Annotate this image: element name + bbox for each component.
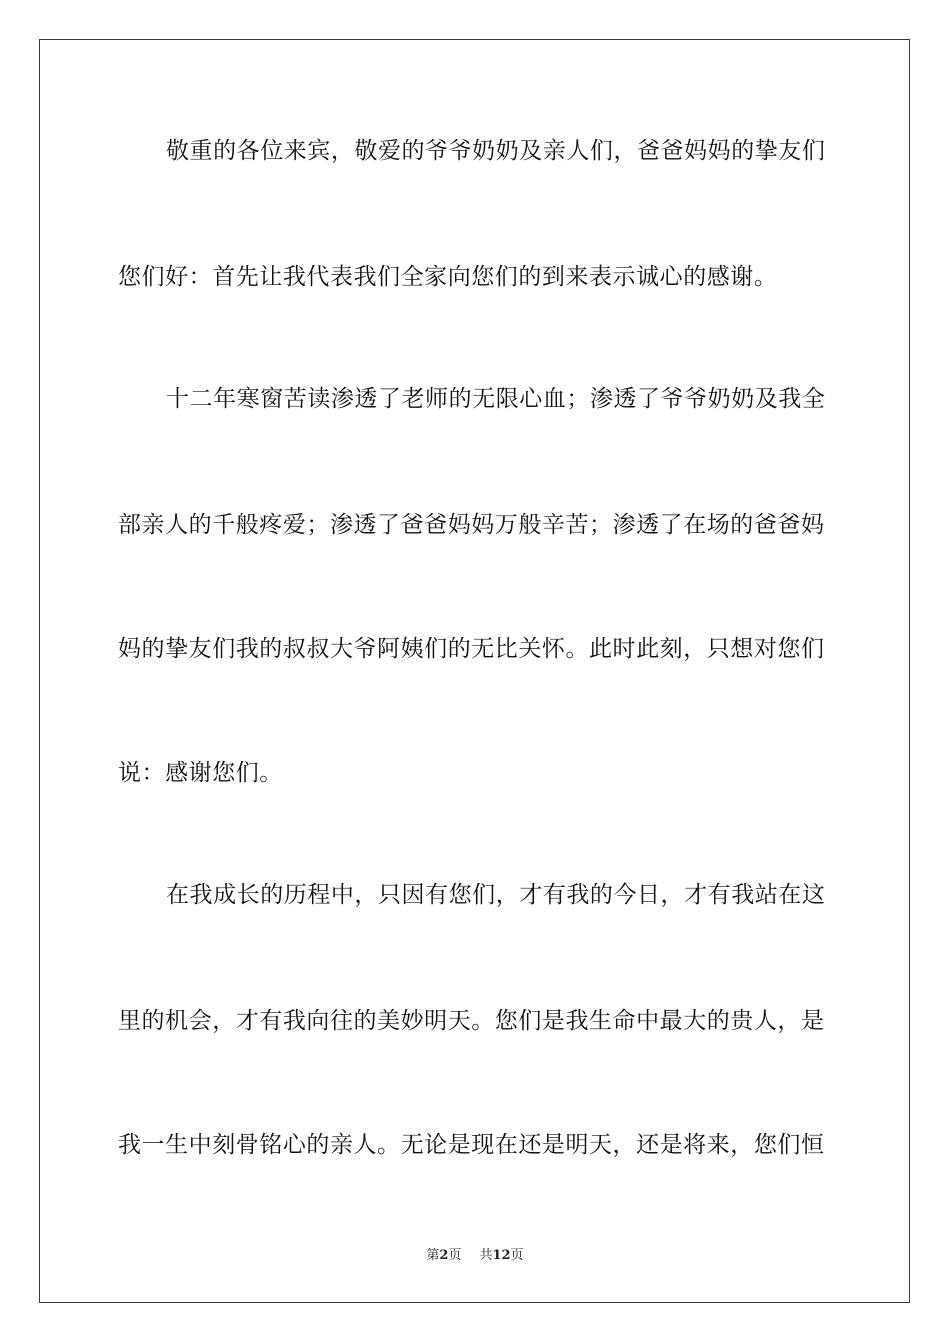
paragraph-line: 在我成长的历程中，只因有您们，才有我的今日，才有我站在这 bbox=[166, 882, 826, 908]
total-pages: 12 bbox=[492, 1248, 511, 1263]
page-border bbox=[39, 39, 910, 1303]
paragraph-line: 妈的挚友们我的叔叔大爷阿姨们的无比关怀。此时此刻，只想对您们 bbox=[118, 636, 825, 662]
page-suffix: 页 bbox=[448, 1248, 462, 1263]
paragraph-line: 十二年寒窗苦读渗透了老师的无限心血；渗透了爷爷奶奶及我全 bbox=[166, 386, 826, 412]
page-number: 2 bbox=[439, 1248, 449, 1263]
page-footer bbox=[0, 1246, 950, 1266]
paragraph-line: 我一生中刻骨铭心的亲人。无论是现在还是明天，还是将来，您们恒 bbox=[118, 1132, 825, 1158]
paragraph-line: 部亲人的千般疼爱；渗透了爸爸妈妈万般辛苦；渗透了在场的爸爸妈 bbox=[118, 512, 825, 538]
paragraph-line: 里的机会，才有我向往的美妙明天。您们是我生命中最大的贵人，是 bbox=[118, 1008, 825, 1034]
paragraph-line: 敬重的各位来宾，敬爱的爷爷奶奶及亲人们，爸爸妈妈的挚友们 bbox=[166, 138, 826, 164]
total-prefix: 共 bbox=[479, 1248, 493, 1263]
total-suffix: 页 bbox=[510, 1248, 524, 1263]
paragraph-line: 说：感谢您们。 bbox=[118, 760, 283, 786]
page-prefix: 第 bbox=[426, 1248, 440, 1263]
paragraph-line: 您们好：首先让我代表我们全家向您们的到来表示诚心的感谢。 bbox=[118, 264, 778, 290]
